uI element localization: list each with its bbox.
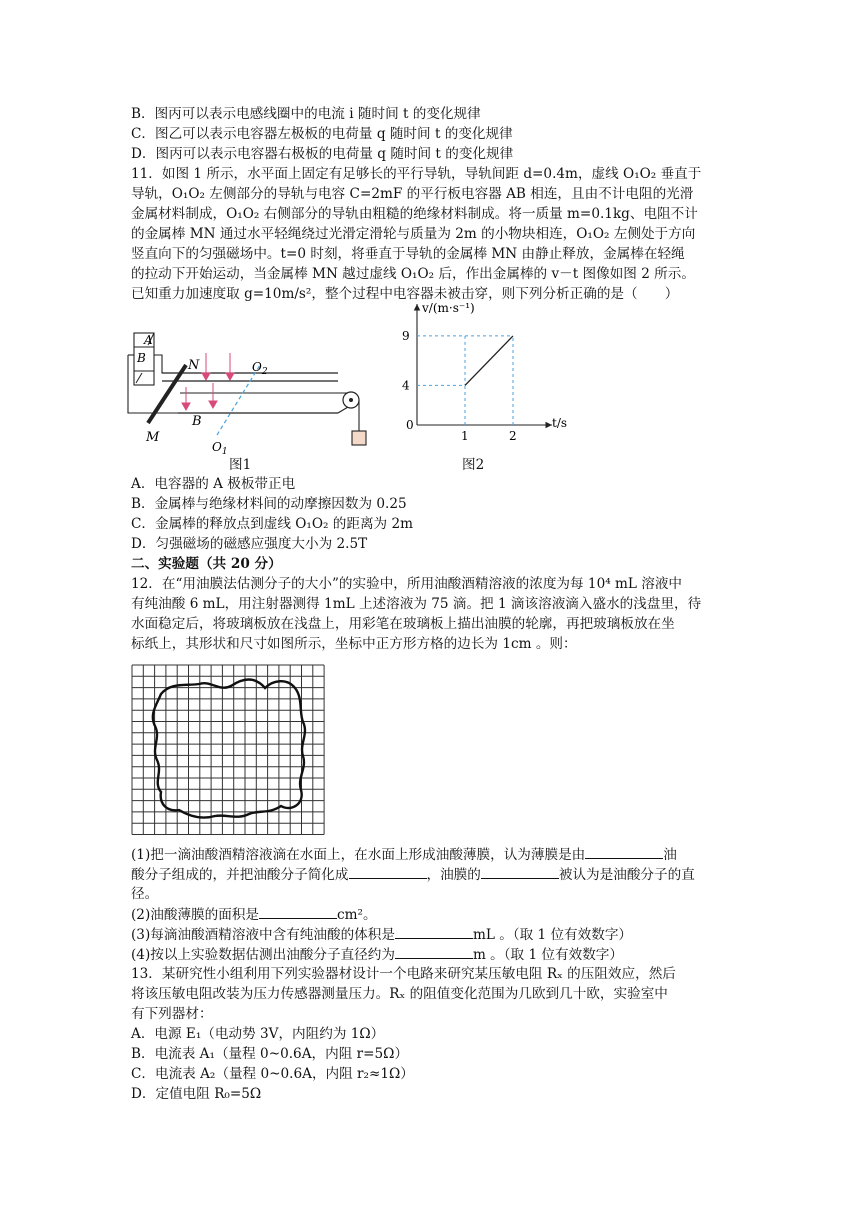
q12-sub1-text-a: (1)把一滴油酸酒精溶液滴在水面上，在水面上形成油酸薄膜，认为薄膜是由	[131, 847, 586, 863]
series-line	[465, 336, 513, 386]
q13-line-1: 13．某研究性小组利用下列实验器材设计一个电路来研究某压敏电阻 Rₓ 的压阻效应，然后	[131, 966, 676, 982]
figure-2-vt-chart	[392, 298, 582, 448]
q12-sub3	[131, 924, 632, 945]
origin-label: 0	[406, 418, 414, 432]
q13-item-c: C．电流表 A₂（量程 0~0.6A，内阻 r₂≈1Ω）	[131, 1066, 414, 1082]
x-axis-label: t/s	[552, 416, 568, 430]
oil-film-outline	[153, 680, 305, 818]
q12-sub2	[131, 904, 377, 925]
y-tick-label-1: 9	[402, 328, 410, 343]
q11-line-3: 金属材料制成，O₁O₂ 右侧部分的导轨由粗糙的绝缘材料制成。将一质量 m=0.1kg、电阻不计	[131, 206, 698, 222]
q12-sub4-text-b: m 。（取 1 位有效数字）	[472, 947, 623, 963]
pulley-support	[338, 407, 348, 413]
figure-2-caption: 图2	[462, 457, 485, 473]
q12-sub2-text-b: cm²。	[337, 907, 377, 923]
y-axis-label: v/(m·s⁻¹)	[422, 301, 475, 315]
q13-item-d: D．定值电阻 R₀=5Ω	[131, 1086, 262, 1102]
label-B-capacitor: B	[137, 351, 146, 365]
pulley-axle	[349, 398, 353, 402]
q12-line-3: 水面稳定后，将玻璃板放在浅盘上，用彩笔在玻璃板上描出油膜的轮廓，再把玻璃板放在坐	[131, 616, 675, 632]
q10-option-b: B．图丙可以表示电感线圈中的电流 i 随时间 t 的变化规律	[131, 106, 481, 122]
q11-line-2: 导轨，O₁O₂ 左侧部分的导轨与电容 C=2mF 的平行板电容器 AB 相连，且由不计电阻的光滑	[131, 186, 694, 202]
q12-sub1-text-d: ，油膜的	[426, 867, 481, 883]
q12-line-1: 12．在“用油膜法估测分子的大小”的实验中，所用油酸酒精溶液的浓度为每 10⁴ mL 溶液中	[131, 576, 683, 592]
q12-sub1-text-b: 油	[663, 847, 677, 863]
q12-blank-5[interactable]	[395, 924, 473, 939]
lower-wire	[128, 355, 178, 413]
q12-sub1-line2	[131, 864, 695, 885]
q13-line-2: 将该压敏电阻改装为压力传感器测量压力。Rₓ 的阻值变化范围为几欧到几十欧，实验室中	[131, 986, 668, 1002]
label-M: M	[146, 430, 160, 445]
q12-sub1-text-e: 被认为是油酸分子的直	[558, 867, 695, 883]
series-line-group	[465, 336, 513, 386]
q12-blank-1[interactable]	[585, 844, 663, 859]
q12-sub1-text-c: 酸分子组成的，并把油酸分子简化成	[131, 867, 349, 883]
q12-sub3-text-a: (3)每滴油酸酒精溶液中含有纯油酸的体积是	[131, 927, 395, 943]
q12-sub4-text-a: (4)按以上实验数据估测出油酸分子直径约为	[131, 947, 395, 963]
x-tick-label-0: 1	[461, 429, 469, 443]
q11-option-c: C．金属棒的释放点到虚线 O₁O₂ 的距离为 2m	[131, 516, 413, 532]
q12-blank-3[interactable]	[481, 864, 559, 879]
capacitor-diagonal-b	[136, 373, 142, 383]
q12-sub2-text-a: (2)油酸薄膜的面积是	[131, 907, 260, 923]
y-tick-label-0: 4	[402, 378, 410, 393]
x-tick-label-1: 2	[509, 429, 517, 443]
label-N: N	[188, 358, 200, 373]
q12-blank-4[interactable]	[259, 904, 337, 919]
q10-option-d: D．图丙可以表示电容器右极板的电荷量 q 随时间 t 的变化规律	[131, 146, 514, 162]
q12-blank-2[interactable]	[349, 864, 427, 879]
q12-line-4: 标纸上，其形状和尺寸如图所示，坐标中正方形方格的边长为 1cm 。则：	[131, 636, 577, 652]
section-2-title: 二、实验题（共 20 分）	[131, 556, 282, 572]
dashed-line-o1o2	[217, 365, 260, 435]
q12-sub1-line1	[131, 844, 677, 865]
q12-sub3-text-b: mL 。（取 1 位有效数字）	[472, 927, 633, 943]
q11-option-d: D．匀强磁场的磁感应强度大小为 2.5T	[131, 536, 368, 552]
label-B-field: B	[192, 414, 202, 429]
q11-option-a: A．电容器的 A 极板带正电	[131, 476, 296, 492]
q11-option-b: B．金属棒与绝缘材料间的动摩擦因数为 0.25	[131, 496, 407, 512]
q12-sub1-line3: 径。	[131, 886, 159, 902]
label-O1: $O_1$	[212, 440, 228, 457]
hanging-block	[352, 431, 366, 445]
q13-item-a: A．电源 E₁（电动势 3V，内阻约为 1Ω）	[131, 1026, 385, 1042]
oil-film-grid	[131, 664, 325, 836]
q11-line-7: 已知重力加速度取 g=10m/s²，整个过程中电容器未被击穿，则下列分析正确的是（ ）	[131, 286, 679, 302]
tick-labels	[402, 329, 517, 443]
q11-line-6: 的拉动下开始运动，当金属棒 MN 越过虚线 O₁O₂ 后，作出金属棒的 v－t 图像如图 2 所示。	[131, 266, 695, 282]
q12-line-2: 有纯油酸 6 mL，用注射器测得 1mL 上述溶液为 75 滴。把 1 滴该溶液滴入盛水的浅盘里，待	[131, 596, 702, 612]
q12-sub4	[131, 944, 623, 965]
q11-line-5: 竖直向下的匀强磁场中。t=0 时刻，将垂直于导轨的金属棒 MN 由静止释放，金属棒在轻绳	[131, 246, 685, 262]
q13-line-3: 有下列器材：	[131, 1006, 213, 1022]
q10-option-c: C．图乙可以表示电容器左极板的电荷量 q 随时间 t 的变化规律	[131, 126, 513, 142]
q12-blank-6[interactable]	[395, 944, 473, 959]
q13-item-b: B．电流表 A₁（量程 0~0.6A，内阻 r=5Ω）	[131, 1046, 409, 1062]
q11-line-4: 的金属棒 MN 通过水平轻绳绕过光滑定滑轮与质量为 2m 的小物块相连，O₁O₂ 左侧处于方向	[131, 226, 696, 242]
label-A: A	[144, 333, 153, 347]
label-O2: $O_2$	[252, 360, 268, 377]
figure-1-caption: 图1	[229, 457, 252, 473]
figure-1-apparatus	[120, 325, 380, 470]
q11-line-1: 11．如图 1 所示，水平面上固定有足够长的平行导轨，导轨间距 d=0.4m，虚线 O₁O₂ 垂直于	[131, 166, 702, 182]
dashed-guides	[417, 336, 513, 425]
